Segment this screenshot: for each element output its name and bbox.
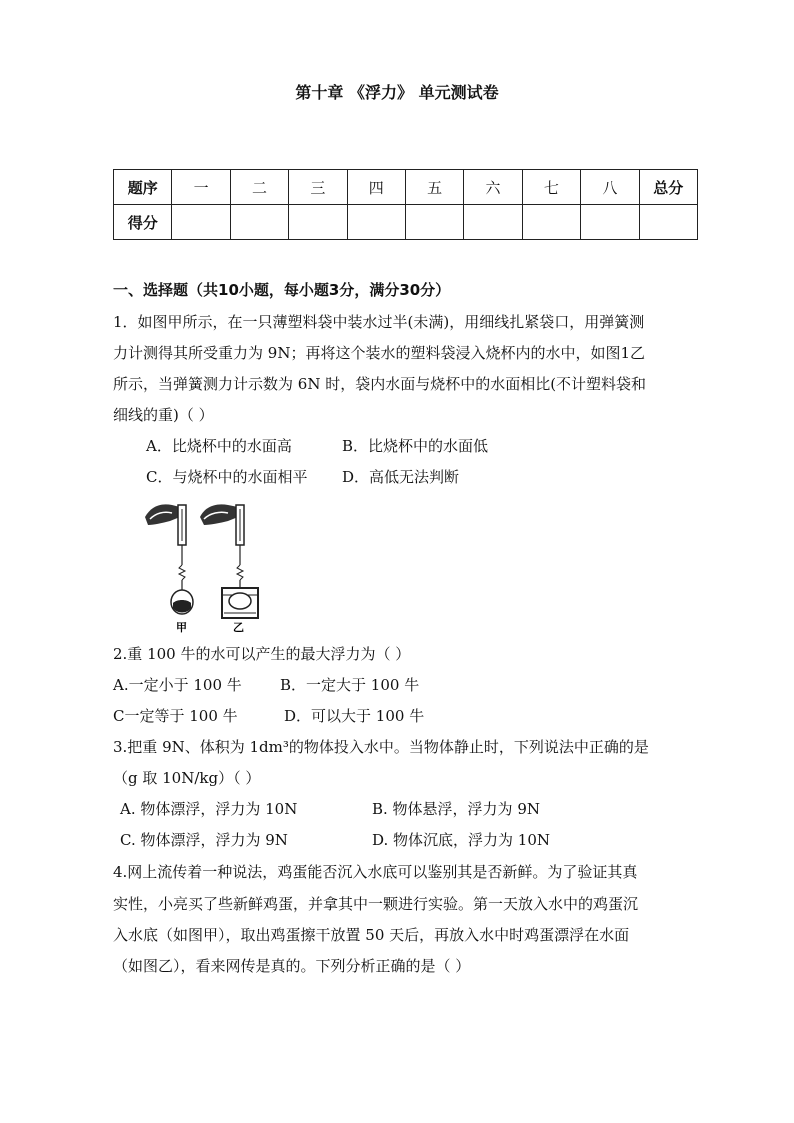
q4-line-1: 4.网上流传着一种说法，鸡蛋能否沉入水底可以鉴别其是否新鲜。为了验证其真 bbox=[113, 863, 638, 881]
score-cell-6[interactable] bbox=[464, 205, 522, 240]
q1-line-4: 细线的重)（ ） bbox=[113, 406, 214, 424]
q3-stem-line-2: （g 取 10N/kg）（ ） bbox=[113, 769, 261, 787]
cell-header-sequence: 题序 bbox=[114, 170, 172, 205]
score-cell-2[interactable] bbox=[230, 205, 288, 240]
section-heading-choice: 一、选择题（共10小题，每小题3分，满分30分） bbox=[113, 281, 451, 299]
q2-option-a[interactable]: A.一定小于 100 牛 bbox=[113, 676, 242, 694]
q4-line-2: 实性，小亮买了些新鲜鸡蛋，并拿其中一颗进行实验。第一天放入水中的鸡蛋沉 bbox=[113, 895, 639, 913]
cell-header-score: 得分 bbox=[114, 205, 172, 240]
figure-yi bbox=[200, 504, 258, 618]
q2-option-b[interactable]: B．一定大于 100 牛 bbox=[280, 676, 420, 694]
q1-option-d[interactable]: D．高低无法判断 bbox=[342, 468, 460, 486]
score-table-row-score bbox=[114, 205, 698, 240]
fig-label-jia: 甲 bbox=[176, 621, 187, 634]
fig-label-yi: 乙 bbox=[233, 621, 244, 634]
page-title: 第十章 《浮力》 单元测试卷 bbox=[295, 83, 499, 102]
q1-option-b[interactable]: B．比烧杯中的水面低 bbox=[342, 437, 489, 455]
cell-header-total: 总分 bbox=[639, 170, 697, 205]
q1-line-3: 所示，当弹簧测力计示数为 6N 时，袋内水面与烧杯中的水面相比(不计塑料袋和 bbox=[113, 375, 647, 393]
cell-col-2: 二 bbox=[230, 170, 288, 205]
q1-line-1: 1．如图甲所示，在一只薄塑料袋中装水过半(未满)，用细线扎紧袋口，用弹簧测 bbox=[113, 313, 645, 331]
spring-scale-figure bbox=[140, 495, 260, 635]
score-table bbox=[113, 169, 698, 240]
cell-col-5: 五 bbox=[405, 170, 463, 205]
score-cell-4[interactable] bbox=[347, 205, 405, 240]
figure-jia bbox=[145, 504, 193, 614]
q3-option-d[interactable]: D. 物体沉底，浮力为 10N bbox=[372, 831, 551, 849]
q1-option-c[interactable]: C．与烧杯中的水面相平 bbox=[146, 468, 308, 486]
cell-col-8: 八 bbox=[581, 170, 639, 205]
cell-col-1: 一 bbox=[172, 170, 230, 205]
q4-line-3: 入水底（如图甲），取出鸡蛋擦干放置 50 天后，再放入水中时鸡蛋漂浮在水面 bbox=[113, 926, 630, 944]
q2-option-d[interactable]: D．可以大于 100 牛 bbox=[284, 707, 425, 725]
cell-col-7: 七 bbox=[522, 170, 580, 205]
q2-stem: 2.重 100 牛的水可以产生的最大浮力为（ ） bbox=[113, 645, 411, 663]
q2-option-c[interactable]: C一定等于 100 牛 bbox=[113, 707, 238, 725]
cell-col-3: 三 bbox=[289, 170, 347, 205]
score-cell-7[interactable] bbox=[522, 205, 580, 240]
q3-option-a[interactable]: A. 物体漂浮，浮力为 10N bbox=[120, 800, 298, 818]
score-table-row-sequence bbox=[114, 170, 698, 205]
q4-line-4: （如图乙），看来网传是真的。下列分析正确的是（ ） bbox=[113, 957, 471, 975]
score-cell-5[interactable] bbox=[405, 205, 463, 240]
score-cell-8[interactable] bbox=[581, 205, 639, 240]
score-cell-3[interactable] bbox=[289, 205, 347, 240]
score-cell-1[interactable] bbox=[172, 205, 230, 240]
score-cell-total[interactable] bbox=[639, 205, 697, 240]
q3-stem-line-1: 3.把重 9N、体积为 1dm³的物体投入水中。当物体静止时，下列说法中正确的是 bbox=[113, 738, 649, 756]
q1-option-a[interactable]: A．比烧杯中的水面高 bbox=[146, 437, 292, 455]
q3-option-c[interactable]: C. 物体漂浮，浮力为 9N bbox=[120, 831, 288, 849]
cell-col-4: 四 bbox=[347, 170, 405, 205]
q1-line-2: 力计测得其所受重力为 9N；再将这个装水的塑料袋浸入烧杯内的水中，如图1乙 bbox=[113, 344, 645, 362]
cell-col-6: 六 bbox=[464, 170, 522, 205]
q3-option-b[interactable]: B. 物体悬浮，浮力为 9N bbox=[372, 800, 540, 818]
